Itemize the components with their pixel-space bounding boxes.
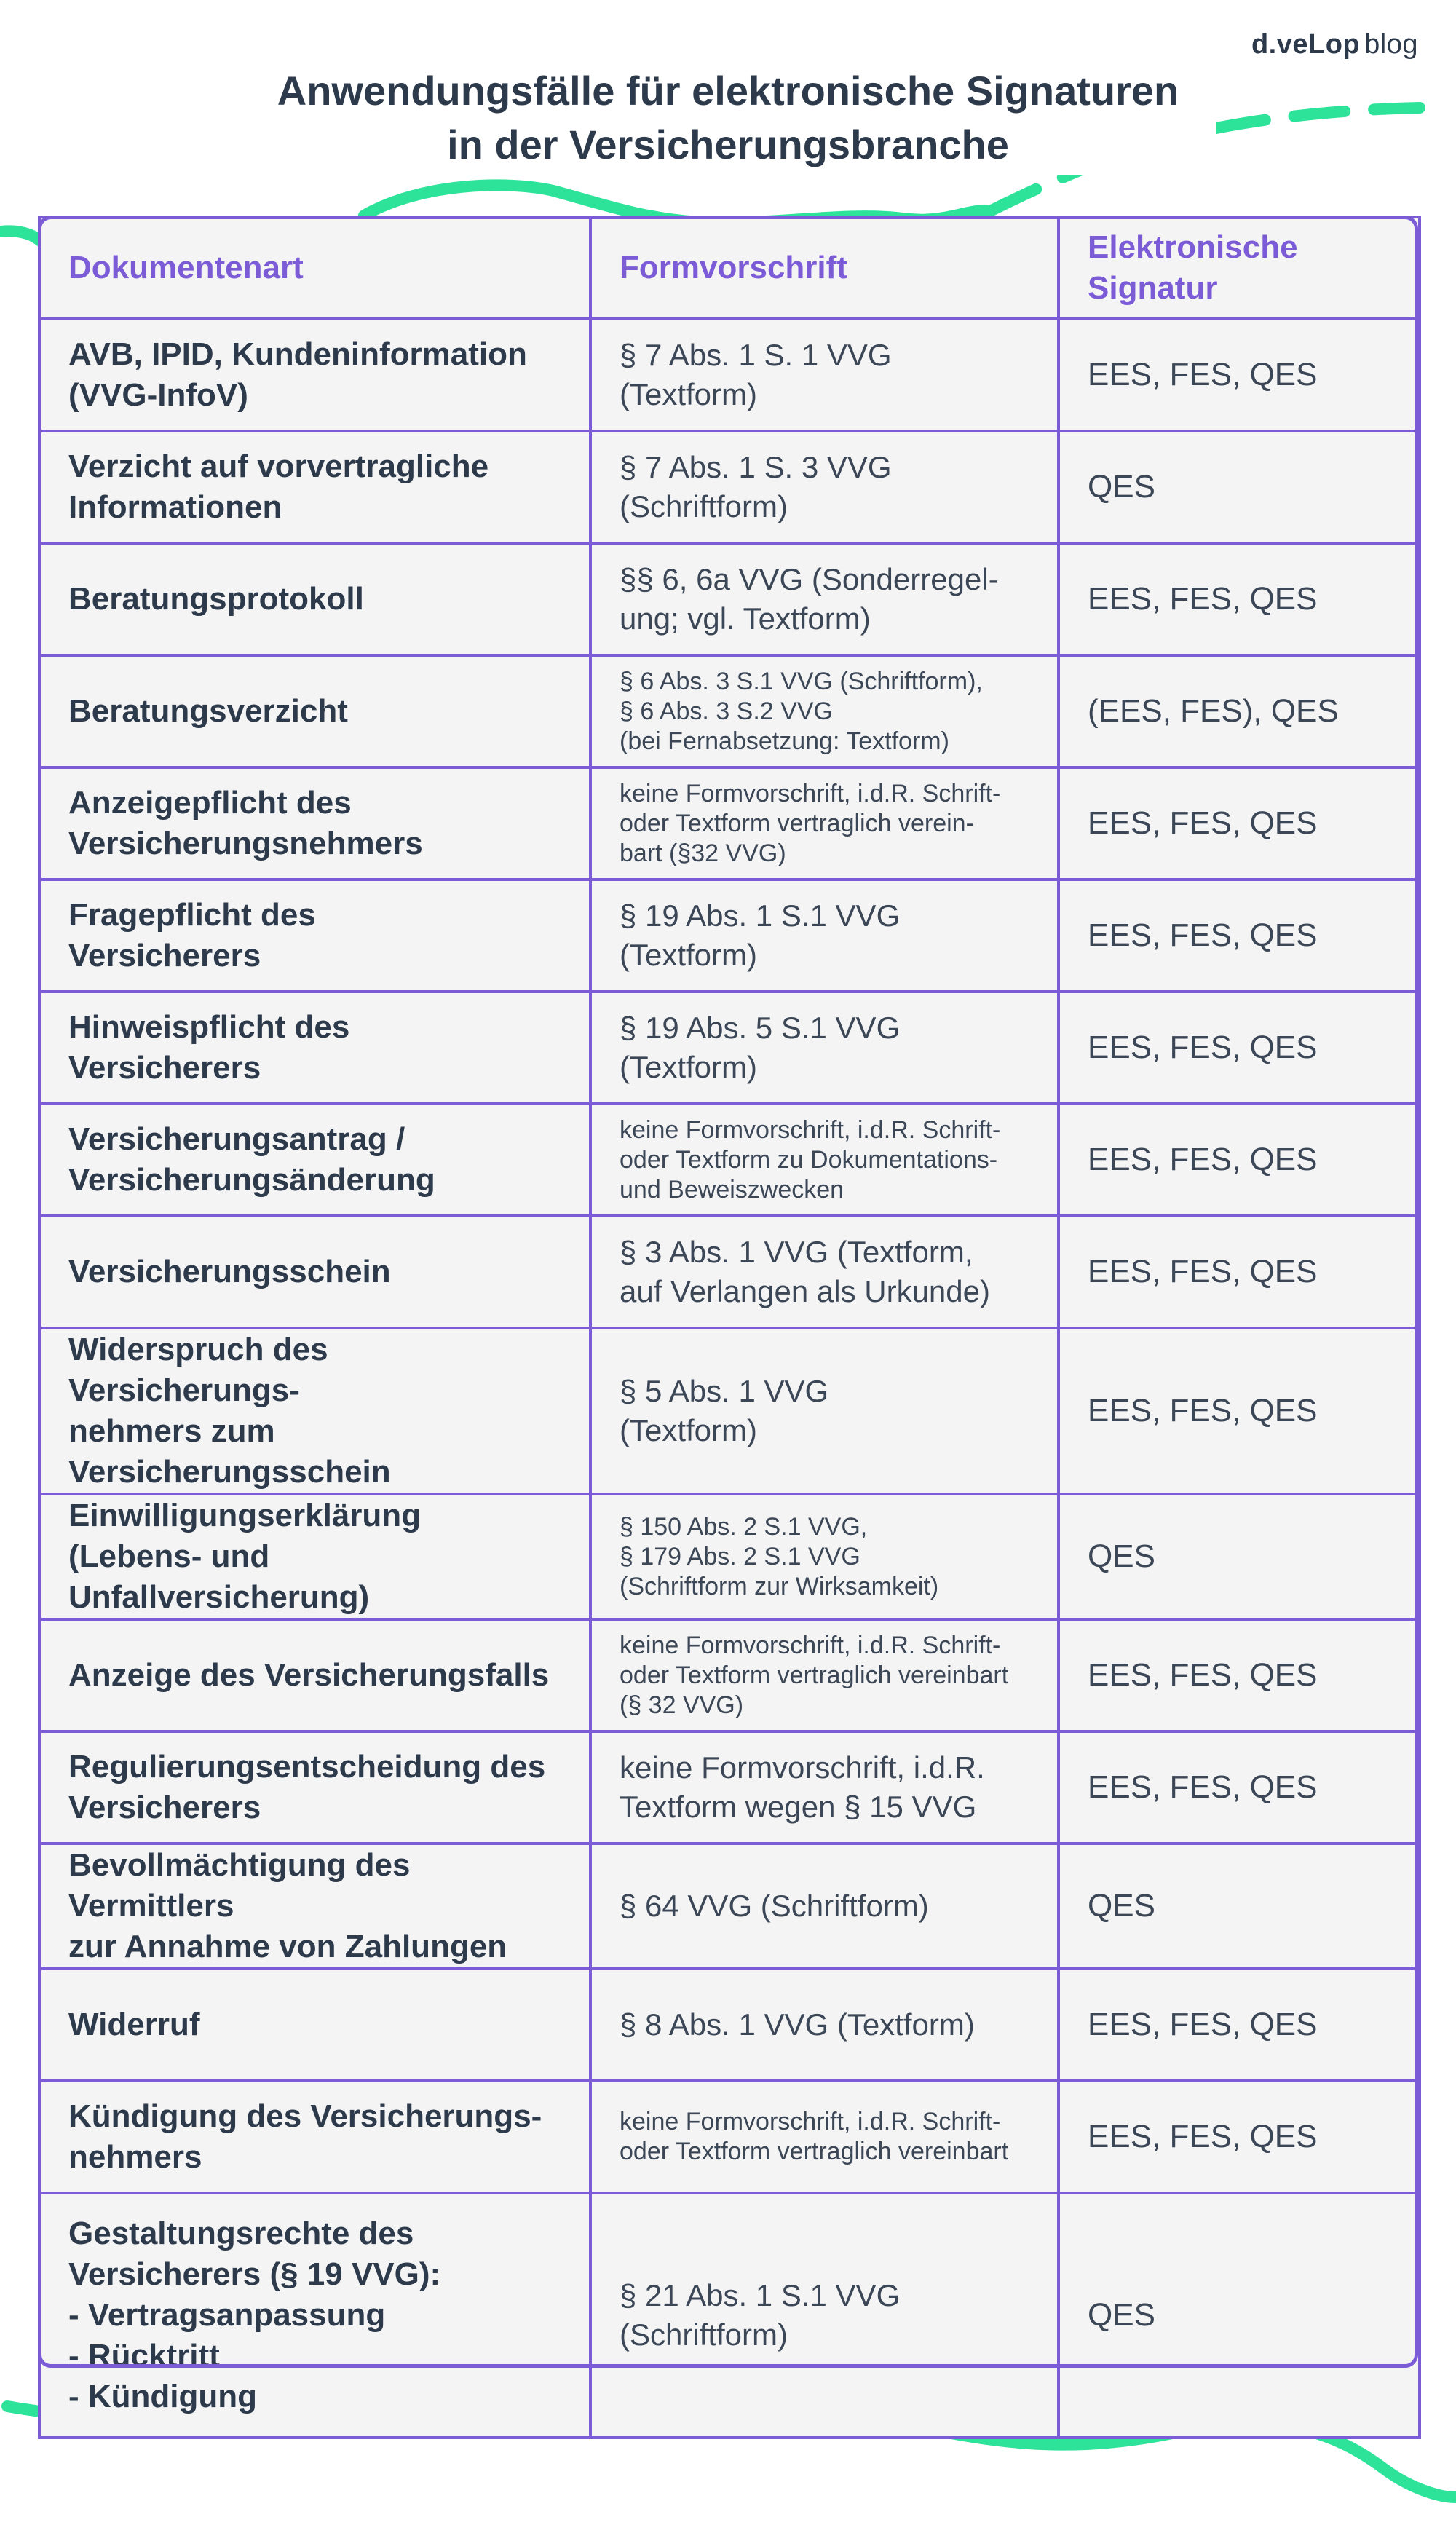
- table-row: [39, 543, 1420, 655]
- header-electronic-signature: Elektronische Signatur: [1059, 217, 1420, 319]
- signature-cell-text: QES: [1088, 469, 1155, 505]
- document-type-cell-text: Bevollmächtigung des Vermittlers zur Annahme von Zahlungen: [68, 1847, 507, 1964]
- document-type-cell: [39, 1494, 590, 1619]
- form-requirement-cell-text: § 64 VVG (Schriftform): [620, 1889, 929, 1923]
- form-requirement-cell-text: keine Formvorschrift, i.d.R. Schrift- oder Textform vertraglich verein- bart (§32 VVG): [620, 779, 1001, 867]
- form-requirement-cell: [590, 1731, 1059, 1844]
- document-type-cell-text: Fragepflicht des Versicherers: [68, 897, 316, 973]
- form-requirement-cell-text: §§ 6, 6a VVG (Sonderregel- ung; vgl. Textform): [620, 562, 999, 636]
- document-type-cell-text: Beratungsprotokoll: [68, 581, 364, 617]
- table-row: [39, 1216, 1420, 1328]
- form-requirement-cell-text: § 7 Abs. 1 S. 1 VVG (Textform): [620, 338, 892, 411]
- form-requirement-cell: [590, 2193, 1059, 2438]
- signature-cell: [1059, 1731, 1420, 1844]
- signature-cell: [1059, 319, 1420, 431]
- table-row: [39, 1969, 1420, 2081]
- table-row: [39, 2081, 1420, 2193]
- document-type-cell: [39, 543, 590, 655]
- table-row: [39, 655, 1420, 767]
- signature-cell-text: EES, FES, QES: [1088, 581, 1318, 617]
- signature-cell-text: (EES, FES), QES: [1088, 693, 1339, 729]
- brand-logo: [1251, 29, 1418, 60]
- signature-cell-text: EES, FES, QES: [1088, 1769, 1318, 1805]
- document-type-cell-text: Anzeigepflicht des Versicherungsnehmers: [68, 785, 423, 861]
- title-line-2: in der Versicherungsbranche: [447, 122, 1009, 167]
- form-requirement-cell: [590, 1844, 1059, 1969]
- form-requirement-cell: [590, 543, 1059, 655]
- form-requirement-cell: [590, 319, 1059, 431]
- form-requirement-cell: [590, 431, 1059, 543]
- signature-cell: [1059, 655, 1420, 767]
- document-type-cell-text: Versicherungsschein: [68, 1254, 391, 1289]
- document-type-cell-text: Beratungsverzicht: [68, 693, 348, 729]
- form-requirement-cell: [590, 767, 1059, 880]
- document-type-cell: [39, 1969, 590, 2081]
- form-requirement-cell-text: § 150 Abs. 2 S.1 VVG, § 179 Abs. 2 S.1 VVG (Schriftform zur Wirksamkeit): [620, 1512, 939, 1600]
- signature-cell-text: EES, FES, QES: [1088, 1254, 1318, 1289]
- document-type-cell-text: Verzicht auf vorvertragliche Informationen: [68, 448, 489, 525]
- brand-suffix: blog: [1364, 29, 1418, 60]
- document-type-cell: [39, 1844, 590, 1969]
- signature-cell-text: EES, FES, QES: [1088, 1393, 1318, 1428]
- form-requirement-cell-text: § 21 Abs. 1 S.1 VVG (Schriftform): [620, 2278, 901, 2352]
- table-row: [39, 431, 1420, 543]
- signature-cell-text: EES, FES, QES: [1088, 1657, 1318, 1693]
- document-type-cell-text: Versicherungsantrag / Versicherungsänderung: [68, 1121, 435, 1198]
- form-requirement-cell-text: § 8 Abs. 1 VVG (Textform): [620, 2007, 975, 2042]
- document-type-cell-text: Gestaltungsrechte des Versicherers (§ 19 VVG): - Vertragsanpassung - Rücktritt - Kündigung: [68, 2216, 441, 2414]
- signature-cell: [1059, 2081, 1420, 2193]
- document-type-cell: [39, 1619, 590, 1731]
- table-header-row: [39, 217, 1420, 319]
- signature-cell-text: QES: [1088, 1538, 1155, 1574]
- document-type-cell: [39, 880, 590, 992]
- form-requirement-cell-text: § 6 Abs. 3 S.1 VVG (Schriftform), § 6 Abs. 3 S.2 VVG (bei Fernabsetzung: Textform): [620, 667, 983, 755]
- signature-cell: [1059, 1619, 1420, 1731]
- table-row: [39, 767, 1420, 880]
- document-type-cell-text: AVB, IPID, Kundeninformation (VVG-InfoV): [68, 336, 527, 413]
- form-requirement-cell-text: § 7 Abs. 1 S. 3 VVG (Schriftform): [620, 450, 892, 523]
- form-requirement-cell: [590, 1619, 1059, 1731]
- signature-cell: [1059, 1216, 1420, 1328]
- signature-cell: [1059, 431, 1420, 543]
- brand-name: d.veLop: [1251, 29, 1361, 60]
- form-requirement-cell: [590, 655, 1059, 767]
- document-type-cell-text: Widerruf: [68, 2007, 200, 2042]
- form-requirement-cell-text: keine Formvorschrift, i.d.R. Schrift- oder Textform vertraglich vereinbart (§ 32 VVG): [620, 1631, 1009, 1719]
- document-type-cell: [39, 767, 590, 880]
- signature-cell-text: EES, FES, QES: [1088, 917, 1318, 953]
- form-requirement-cell: [590, 1104, 1059, 1216]
- document-type-cell: [39, 655, 590, 767]
- document-type-cell-text: Hinweispflicht des Versicherers: [68, 1009, 350, 1086]
- signature-cell-text: EES, FES, QES: [1088, 357, 1318, 392]
- document-type-cell-text: Einwilligungserklärung (Lebens- und Unfallversicherung): [68, 1498, 422, 1615]
- form-requirement-cell-text: keine Formvorschrift, i.d.R. Schrift- oder Textform vertraglich vereinbart: [620, 2108, 1009, 2165]
- document-type-cell: [39, 431, 590, 543]
- document-type-cell: [39, 2193, 590, 2438]
- page-title: [0, 64, 1456, 172]
- signature-cell: [1059, 992, 1420, 1104]
- header-form-requirement: Formvorschrift: [590, 217, 1059, 319]
- form-requirement-cell: [590, 1494, 1059, 1619]
- document-type-cell-text: Kündigung des Versicherungs- nehmers: [68, 2098, 542, 2175]
- signature-cell-text: EES, FES, QES: [1088, 1030, 1318, 1065]
- signature-cell-text: EES, FES, QES: [1088, 2119, 1318, 2154]
- title-line-1: Anwendungsfälle für elektronische Signaturen: [277, 68, 1179, 114]
- table-row: [39, 1328, 1420, 1494]
- document-type-cell: [39, 2081, 590, 2193]
- document-type-cell: [39, 992, 590, 1104]
- document-type-cell: [39, 1104, 590, 1216]
- document-type-cell-text: Anzeige des Versicherungsfalls: [68, 1657, 550, 1693]
- document-type-cell: [39, 1731, 590, 1844]
- form-requirement-cell: [590, 2081, 1059, 2193]
- table-row: [39, 880, 1420, 992]
- signature-cell: [1059, 1969, 1420, 2081]
- signature-cell-text: EES, FES, QES: [1088, 1142, 1318, 1177]
- document-type-cell-text: Widerspruch des Versicherungs- nehmers zum Versicherungsschein: [68, 1332, 391, 1490]
- document-type-cell: [39, 1216, 590, 1328]
- document-type-cell: [39, 319, 590, 431]
- signature-cell-text: QES: [1088, 2297, 1155, 2333]
- form-requirement-cell: [590, 1969, 1059, 2081]
- signature-cell: [1059, 1328, 1420, 1494]
- signature-table: [38, 216, 1421, 2439]
- table-row: [39, 1104, 1420, 1216]
- form-requirement-cell: [590, 1216, 1059, 1328]
- table-row: [39, 1619, 1420, 1731]
- table-row: [39, 992, 1420, 1104]
- form-requirement-cell-text: § 5 Abs. 1 VVG (Textform): [620, 1374, 829, 1447]
- signature-cell: [1059, 767, 1420, 880]
- table-row: [39, 1844, 1420, 1969]
- table-row: [39, 319, 1420, 431]
- signature-cell-text: EES, FES, QES: [1088, 2007, 1318, 2042]
- signature-cell-text: EES, FES, QES: [1088, 805, 1318, 841]
- form-requirement-cell: [590, 992, 1059, 1104]
- signature-cell-text: QES: [1088, 1888, 1155, 1924]
- document-type-cell-text: Regulierungsentscheidung des Versicherers: [68, 1749, 546, 1825]
- table-row: [39, 1731, 1420, 1844]
- form-requirement-cell-text: § 19 Abs. 1 S.1 VVG (Textform): [620, 898, 901, 972]
- form-requirement-cell: [590, 1328, 1059, 1494]
- form-requirement-cell: [590, 880, 1059, 992]
- form-requirement-cell-text: keine Formvorschrift, i.d.R. Schrift- oder Textform zu Dokumentations- und Beweiszwecken: [620, 1115, 1001, 1204]
- form-requirement-cell-text: keine Formvorschrift, i.d.R. Textform wegen § 15 VVG: [620, 1750, 985, 1824]
- document-type-cell: [39, 1328, 590, 1494]
- header-document-type: Dokumentenart: [39, 217, 590, 319]
- signature-cell: [1059, 543, 1420, 655]
- signature-cell: [1059, 2193, 1420, 2438]
- signature-cell: [1059, 1494, 1420, 1619]
- table-row: [39, 2193, 1420, 2438]
- signature-cell: [1059, 880, 1420, 992]
- form-requirement-cell-text: § 3 Abs. 1 VVG (Textform, auf Verlangen als Urkunde): [620, 1235, 990, 1308]
- signature-cell: [1059, 1104, 1420, 1216]
- table-row: [39, 1494, 1420, 1619]
- form-requirement-cell-text: § 19 Abs. 5 S.1 VVG (Textform): [620, 1011, 901, 1084]
- signature-cell: [1059, 1844, 1420, 1969]
